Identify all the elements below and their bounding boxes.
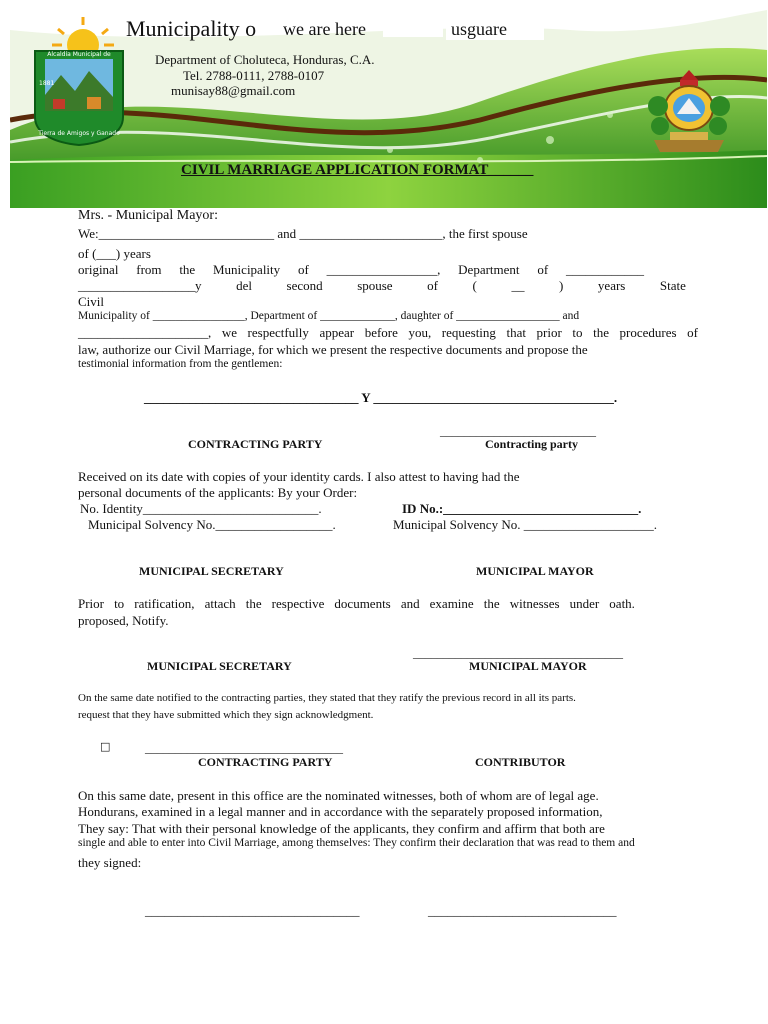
received-line-2: personal documents of the applicants: By your Order:	[78, 485, 358, 500]
w: appear	[319, 325, 355, 340]
w: _________________,	[326, 262, 441, 277]
municipal-mayor-label: MUNICIPAL MAYOR	[476, 564, 594, 578]
logo-left-side: 1881	[39, 80, 55, 87]
w: to	[572, 325, 583, 340]
line-8: law, authorize our Civil Marriage, for which we present the respective documents and propose the	[78, 342, 588, 357]
coat-of-arms-icon	[640, 64, 738, 156]
w: of	[427, 278, 438, 293]
w: witnesses	[509, 596, 560, 611]
w: ratification,	[134, 596, 195, 611]
w: spouse	[357, 278, 393, 293]
w: you,	[408, 325, 432, 340]
w: second	[286, 278, 323, 293]
w: the	[483, 596, 500, 611]
municipal-secretary-label-2: MUNICIPAL SECRETARY	[147, 659, 292, 673]
w: to	[114, 596, 125, 611]
line-4	[78, 278, 686, 294]
witness-line-1: On this same date, present in this office are the nominated witnesses, both of whom are of legal age.	[78, 788, 599, 803]
contracting-party-signature-line: _________________________________	[145, 741, 343, 755]
w: we	[221, 325, 237, 340]
witness-line-2: Hondurans, examined in a legal manner and in accordance with the separately proposed information,	[78, 804, 603, 819]
w: of	[297, 262, 309, 277]
w: (	[472, 278, 477, 293]
signature-line-right: __________________________	[440, 424, 596, 438]
witness-line-5: they signed:	[78, 855, 142, 870]
notified-line-1: On the same date notified to the contracting parties, they stated that they ratify the previous record in all its parts.	[78, 692, 576, 704]
received-line-1: Received on its date with copies of your identity cards. I also attest to having had the	[78, 469, 520, 484]
prior-line-1	[78, 596, 635, 612]
email: munisay88@gmail.com	[171, 83, 296, 98]
notified-line-2: request that they have submitted which they sign acknowledgment.	[78, 709, 374, 721]
w: oath.	[609, 596, 635, 611]
line-3	[78, 262, 644, 278]
line-9: testimonial information from the gentlemen:	[78, 358, 283, 370]
final-signature-left: _________________________________	[145, 903, 360, 918]
line-5: Civil	[78, 294, 105, 309]
id-left: No. Identity___________________________.	[80, 501, 322, 516]
w: State	[659, 278, 686, 293]
w: )	[559, 278, 564, 293]
w: Municipality	[213, 262, 281, 277]
w: requesting	[441, 325, 496, 340]
logo-left-bottom: Tierra de Amigos y Ganado	[38, 130, 120, 137]
w: under	[569, 596, 600, 611]
w: __	[511, 278, 525, 293]
w: before	[364, 325, 398, 340]
w: respective	[271, 596, 325, 611]
final-signature-right: _____________________________	[428, 903, 617, 918]
contracting-party-label-3: CONTRACTING PARTY	[198, 755, 333, 769]
witness-line-4: single and able to enter into Civil Marriage, among themselves: They confirm their declaration that was read to them and	[78, 837, 635, 849]
municipal-logo	[31, 47, 127, 147]
form-title: CIVIL MARRIAGE APPLICATION FORMAT______	[181, 162, 534, 178]
logo-left-top: Alcaldía Municipal de	[47, 51, 111, 58]
w: attach	[204, 596, 236, 611]
contracting-party-label-right: Contracting party	[485, 437, 578, 451]
w: __________________y	[78, 278, 202, 293]
signature-line-pair: _________________________________ Y _____________________________________.	[144, 390, 618, 405]
w: the	[179, 262, 196, 277]
w: ____________________,	[78, 325, 212, 340]
contributor-label: CONTRIBUTOR	[475, 755, 566, 769]
title-mask	[383, 18, 443, 37]
w: of	[537, 262, 549, 277]
w: the	[593, 325, 609, 340]
w: examine	[429, 596, 474, 611]
mayor-signature-line: ___________________________________	[413, 646, 623, 660]
municipality-title: Municipality o	[126, 16, 257, 41]
w: procedures	[619, 325, 677, 340]
municipal-mayor-label-2: MUNICIPAL MAYOR	[469, 659, 587, 673]
w: and	[400, 596, 420, 611]
solvency-left: Municipal Solvency No.__________________.	[88, 517, 336, 532]
solvency-right: Municipal Solvency No. ____________________.	[393, 517, 657, 532]
title-mid: we are here	[283, 19, 366, 39]
w: from	[136, 262, 162, 277]
line-2: of (___) years	[78, 246, 151, 261]
w: respectfully	[247, 325, 309, 340]
w: of	[687, 325, 698, 340]
id-right: ID No.:______________________________.	[402, 501, 642, 516]
checkbox-icon: □	[100, 740, 111, 753]
prior-line-2: proposed, Notify.	[78, 613, 169, 628]
line-1: We:___________________________ and ______________________, the first spouse	[78, 226, 528, 241]
contracting-party-label: CONTRACTING PARTY	[188, 437, 323, 451]
w: Department	[458, 262, 520, 277]
w: ____________	[565, 262, 644, 277]
w: the	[245, 596, 262, 611]
line-7	[78, 325, 698, 341]
department: Department of Choluteca, Honduras, C.A.	[155, 52, 375, 67]
title-right: usguare	[451, 19, 507, 39]
line-6: Municipality of ________________, Department of _____________, daughter of __________________ and	[78, 310, 580, 322]
w: Prior	[78, 596, 104, 611]
phone: Tel. 2788-0111, 2788-0107	[183, 68, 325, 83]
witness-line-3: They say: That with their personal knowledge of the applicants, they confirm and affirm that both are	[78, 821, 605, 836]
salutation: Mrs. - Municipal Mayor:	[78, 208, 218, 223]
w: documents	[334, 596, 391, 611]
w: that	[506, 325, 526, 340]
w: del	[236, 278, 252, 293]
municipal-secretary-label: MUNICIPAL SECRETARY	[139, 564, 284, 578]
w: years	[597, 278, 626, 293]
w: original	[78, 262, 119, 277]
w: prior	[536, 325, 562, 340]
